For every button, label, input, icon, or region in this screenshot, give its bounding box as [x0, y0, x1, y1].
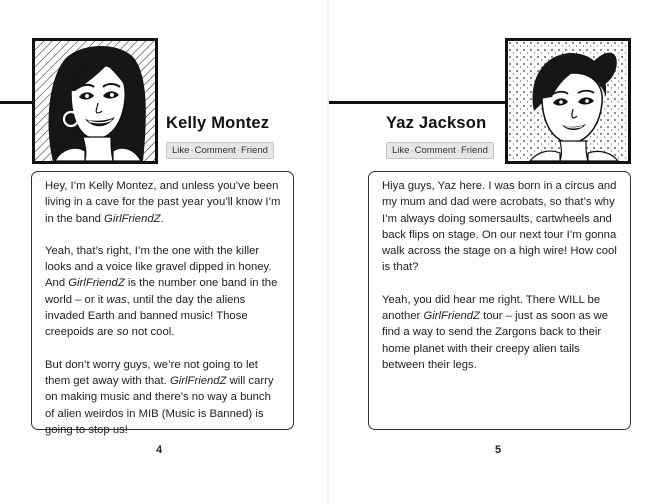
bio-paragraph: Yeah, you did hear me right. There WILL be another GirlFriendZ tour – just as soon as we find a way to send the Zargons back to their home planet with their creepy alien tails between their legs. — [382, 293, 609, 371]
comment-link[interactable]: Comment — [414, 145, 456, 156]
action-separator: · — [236, 145, 240, 156]
header-rule — [329, 101, 507, 104]
bio-paragraph: Hey, I’m Kelly Montez, and unless you’ve been living in a cave for the past year you’ll know I’m in the band GirlFriendZ. — [45, 180, 281, 225]
friend-link[interactable]: Friend — [460, 145, 488, 156]
page-number: 5 — [495, 444, 502, 456]
action-separator: · — [456, 145, 460, 156]
italic-text: was — [106, 293, 127, 306]
bio-paragraph: But don’t worry guys, we’re not going to let them get away with that. GirlFriendZ will carry on making music and there’s no way a bunch of alien weirdos in MIB (Music is Banned) is going to stop us! — [45, 358, 274, 436]
action-separator: · — [410, 145, 414, 156]
social-actions — [166, 142, 274, 159]
yaz-portrait-illustration — [508, 41, 628, 161]
bio-text-box — [368, 171, 631, 430]
left-page — [0, 0, 328, 504]
profile-name: Yaz Jackson — [386, 114, 487, 132]
header-rule — [0, 101, 32, 104]
bio-paragraph: Hiya guys, Yaz here. I was born in a circus and my mum and dad were acrobats, so that’s why I’m always doing somersaults, cartwheels and back flips on stage. On our next tour I’m gonna walk across the stage on a high wire! How cool is that? — [382, 180, 617, 274]
right-page — [329, 0, 657, 504]
like-link[interactable]: Like — [392, 145, 410, 156]
like-link[interactable]: Like — [172, 145, 190, 156]
italic-text: so — [116, 326, 129, 339]
friend-link[interactable]: Friend — [240, 145, 268, 156]
comment-link[interactable]: Comment — [194, 145, 236, 156]
kelly-portrait-illustration — [35, 41, 155, 161]
page-number: 4 — [156, 444, 163, 456]
italic-text: GirlFriendZ — [68, 277, 125, 290]
italic-text: GirlFriendZ — [104, 212, 161, 225]
italic-text: GirlFriendZ — [169, 374, 227, 387]
kelly-portrait[interactable] — [32, 38, 158, 164]
action-separator: · — [190, 145, 194, 156]
bio-text-box — [31, 171, 294, 436]
yaz-portrait[interactable] — [505, 38, 631, 164]
italic-text: GirlFriendZ — [423, 310, 480, 323]
social-actions — [386, 142, 494, 159]
profile-name: Kelly Montez — [166, 114, 270, 132]
bio-paragraph: Yeah, that’s right, I’m the one with the killer looks and a voice like gravel dipped in honey. And GirlFriendZ is the number one band in the world – or it was, until the day the aliens invaded Earth and banned music! Those creepoids are so not cool. — [45, 244, 278, 339]
